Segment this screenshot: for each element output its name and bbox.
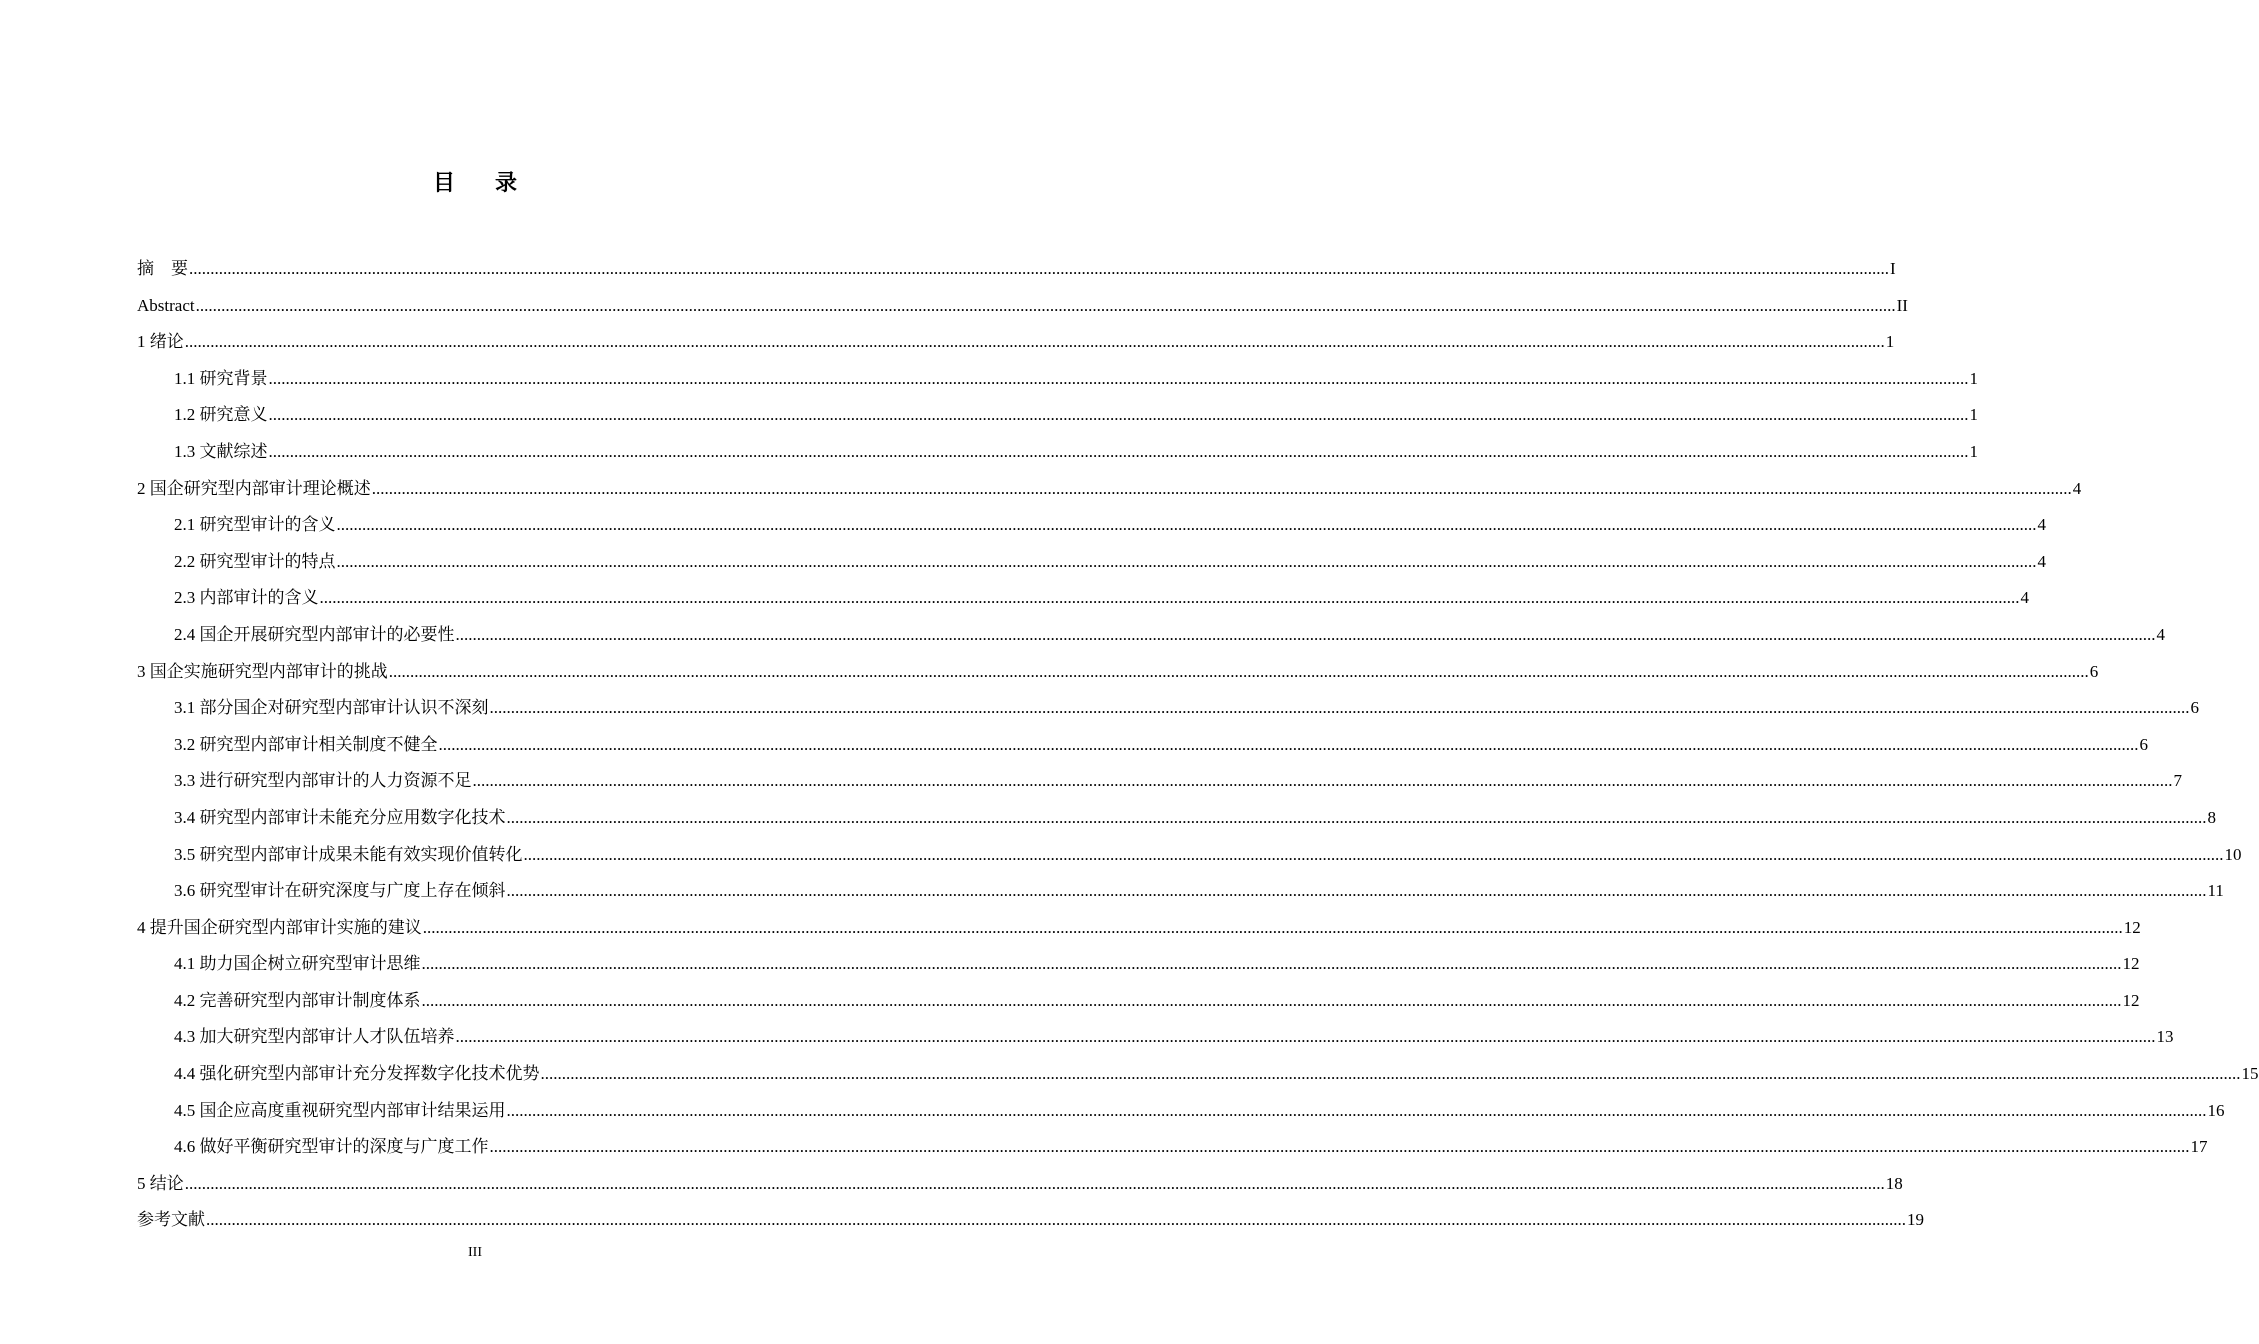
toc-entry-page: 10 (2224, 844, 2242, 864)
toc-leader-dots: ................................................................................................................................................................................................................................................................................................................................................................................................................ (455, 624, 2156, 644)
toc-leader-dots: ................................................................................................................................................................................................................................................................................................................................................................................................................ (336, 551, 2037, 571)
toc-entry[interactable] (137, 1169, 1903, 1206)
toc-entry-label: 参考文献 (137, 1210, 205, 1230)
toc-entry-page: 1 (1969, 441, 1978, 461)
toc-leader-dots: ................................................................................................................................................................................................................................................................................................................................................................................................................ (472, 771, 2173, 791)
toc-entry-page: 12 (2122, 990, 2140, 1010)
toc-entry[interactable] (137, 291, 1908, 328)
toc-entry-label: 摘 要 (137, 259, 188, 278)
toc-entry-label: 3.6 研究型审计在研究深度与广度上存在倾斜 (174, 881, 506, 901)
toc-entry[interactable] (137, 1096, 2225, 1133)
toc-entry-label: 2.1 研究型审计的含义 (174, 515, 336, 535)
toc-entry-label: 1.2 研究意义 (174, 405, 268, 425)
toc-entry-page: 4 (2156, 624, 2165, 644)
toc-entry-label: 2 国企研究型内部审计理论概述 (137, 478, 371, 498)
toc-entry-label: 4 提升国企研究型内部审计实施的建议 (137, 917, 422, 937)
toc-leader-dots: ................................................................................................................................................................................................................................................................................................................................................................................................................ (438, 734, 2139, 754)
toc-leader-dots: ................................................................................................................................................................................................................................................................................................................................................................................................................ (540, 1064, 2241, 1084)
toc-leader-dots: ................................................................................................................................................................................................................................................................................................................................................................................................................ (506, 807, 2207, 827)
toc-leader-dots: ................................................................................................................................................................................................................................................................................................................................................................................................................ (184, 332, 1885, 352)
toc-entry-page: 13 (2156, 1027, 2174, 1047)
toc-leader-dots: ................................................................................................................................................................................................................................................................................................................................................................................................................ (189, 259, 1889, 278)
toc-entry[interactable] (137, 437, 1978, 474)
toc-entry[interactable] (137, 1205, 1924, 1242)
toc-leader-dots: ................................................................................................................................................................................................................................................................................................................................................................................................................ (421, 990, 2122, 1010)
toc-entry-label: 3.5 研究型内部审计成果未能有效实现价值转化 (174, 844, 523, 864)
toc-leader-dots: ................................................................................................................................................................................................................................................................................................................................................................................................................ (421, 954, 2122, 974)
toc-entry-label: Abstract (137, 295, 195, 315)
toc-entry-page: 4 (2072, 478, 2082, 498)
toc-entry-label: 4.2 完善研究型内部审计制度体系 (174, 990, 421, 1010)
toc-leader-dots: ................................................................................................................................................................................................................................................................................................................................................................................................................ (506, 1100, 2207, 1120)
toc-entry[interactable] (137, 657, 2099, 694)
toc-leader-dots: ................................................................................................................................................................................................................................................................................................................................................................................................................ (422, 917, 2123, 937)
toc-leader-dots: ................................................................................................................................................................................................................................................................................................................................................................................................................ (184, 1173, 1885, 1193)
toc-leader-dots: ................................................................................................................................................................................................................................................................................................................................................................................................................ (506, 881, 2207, 901)
toc-entry-page: I (1890, 259, 1896, 278)
toc-entry-label: 2.2 研究型审计的特点 (174, 551, 336, 571)
toc-leader-dots: ................................................................................................................................................................................................................................................................................................................................................................................................................ (206, 1210, 1906, 1230)
toc-entry-label: 4.6 做好平衡研究型审计的深度与广度工作 (174, 1137, 489, 1157)
toc-leader-dots: ................................................................................................................................................................................................................................................................................................................................................................................................................ (489, 1137, 2190, 1157)
toc-entry-label: 1 绪论 (137, 332, 184, 352)
toc-entry-page: 1 (1969, 368, 1978, 388)
toc-entry-page: 12 (2123, 917, 2141, 937)
toc-entry[interactable] (137, 620, 2165, 657)
toc-entry-label: 3.1 部分国企对研究型内部审计认识不深刻 (174, 698, 489, 718)
toc-leader-dots: ................................................................................................................................................................................................................................................................................................................................................................................................................ (319, 588, 2020, 608)
toc-leader-dots: ................................................................................................................................................................................................................................................................................................................................................................................................................ (336, 515, 2037, 535)
toc-leader-dots: ................................................................................................................................................................................................................................................................................................................................................................................................................ (268, 405, 1969, 425)
toc-entry[interactable] (137, 327, 1895, 364)
toc-leader-dots: ................................................................................................................................................................................................................................................................................................................................................................................................................ (523, 844, 2224, 864)
toc-entry-page: 17 (2190, 1137, 2208, 1157)
toc-entry[interactable] (137, 949, 2140, 986)
toc-entry[interactable] (137, 913, 2141, 950)
toc-entry-page: II (1896, 295, 1908, 315)
toc-entry-page: 8 (2207, 807, 2216, 827)
toc-entry-page: 12 (2122, 954, 2140, 974)
toc-entry-label: 1.1 研究背景 (174, 368, 268, 388)
toc-leader-dots: ................................................................................................................................................................................................................................................................................................................................................................................................................ (268, 368, 1969, 388)
table-of-contents (137, 254, 2259, 1242)
toc-entry-label: 4.5 国企应高度重视研究型内部审计结果运用 (174, 1100, 506, 1120)
toc-entry-label: 3.3 进行研究型内部审计的人力资源不足 (174, 771, 472, 791)
toc-entry-label: 3.2 研究型内部审计相关制度不健全 (174, 734, 438, 754)
toc-entry[interactable] (137, 400, 1978, 437)
toc-entry-page: 4 (2020, 588, 2029, 608)
toc-entry-page: 4 (2037, 551, 2046, 571)
toc-entry-label: 2.4 国企开展研究型内部审计的必要性 (174, 624, 455, 644)
toc-entry-page: 19 (1907, 1210, 1924, 1230)
toc-entry[interactable] (137, 1059, 2259, 1096)
toc-leader-dots: ................................................................................................................................................................................................................................................................................................................................................................................................................ (455, 1027, 2156, 1047)
toc-leader-dots: ................................................................................................................................................................................................................................................................................................................................................................................................................ (268, 441, 1969, 461)
toc-entry-label: 4.4 强化研究型内部审计充分发挥数字化技术优势 (174, 1064, 540, 1084)
toc-entry[interactable] (137, 254, 1896, 291)
toc-entry-page: 16 (2207, 1100, 2225, 1120)
title-char-1: 目 (432, 171, 455, 196)
toc-entry[interactable] (137, 474, 2082, 511)
toc-entry[interactable] (137, 840, 2242, 877)
toc-entry-label: 1.3 文献综述 (174, 441, 268, 461)
toc-entry-label: 4.1 助力国企树立研究型审计思维 (174, 954, 421, 974)
toc-entry[interactable] (137, 1132, 2208, 1169)
toc-entry-page: 6 (2139, 734, 2148, 754)
toc-leader-dots: ................................................................................................................................................................................................................................................................................................................................................................................................................ (371, 478, 2072, 498)
toc-entry[interactable] (137, 876, 2224, 913)
toc-entry-label: 3.4 研究型内部审计未能充分应用数字化技术 (174, 807, 506, 827)
toc-entry-page: 1 (1969, 405, 1978, 425)
toc-entry[interactable] (137, 547, 2046, 584)
toc-entry-label: 2.3 内部审计的含义 (174, 588, 319, 608)
footer-page-number: III (468, 1245, 482, 1260)
toc-entry-page: 15 (2241, 1064, 2259, 1084)
toc-leader-dots: ................................................................................................................................................................................................................................................................................................................................................................................................................ (489, 698, 2190, 718)
toc-entry[interactable] (137, 986, 2140, 1023)
toc-entry[interactable] (137, 766, 2182, 803)
toc-entry-page: 1 (1885, 332, 1895, 352)
toc-entry-page: 7 (2173, 771, 2182, 791)
toc-entry-label: 5 结论 (137, 1173, 184, 1193)
toc-leader-dots: ................................................................................................................................................................................................................................................................................................................................................................................................................ (388, 661, 2089, 681)
toc-entry-page: 11 (2207, 881, 2224, 901)
toc-entry-page: 6 (2190, 698, 2199, 718)
toc-entry-label: 3 国企实施研究型内部审计的挑战 (137, 661, 388, 681)
page-title (0, 166, 950, 197)
toc-entry[interactable] (137, 364, 1978, 401)
toc-entry-page: 4 (2037, 515, 2046, 535)
toc-entry[interactable] (137, 693, 2199, 730)
toc-entry-page: 6 (2089, 661, 2099, 681)
toc-entry[interactable] (137, 803, 2216, 840)
toc-entry[interactable] (137, 730, 2148, 767)
toc-entry[interactable] (137, 583, 2029, 620)
toc-leader-dots: ................................................................................................................................................................................................................................................................................................................................................................................................................ (195, 295, 1896, 315)
toc-entry-page: 18 (1885, 1173, 1903, 1193)
toc-entry[interactable] (137, 510, 2046, 547)
toc-entry[interactable] (137, 1022, 2174, 1059)
title-char-2: 录 (495, 171, 518, 196)
toc-entry-label: 4.3 加大研究型内部审计人才队伍培养 (174, 1027, 455, 1047)
